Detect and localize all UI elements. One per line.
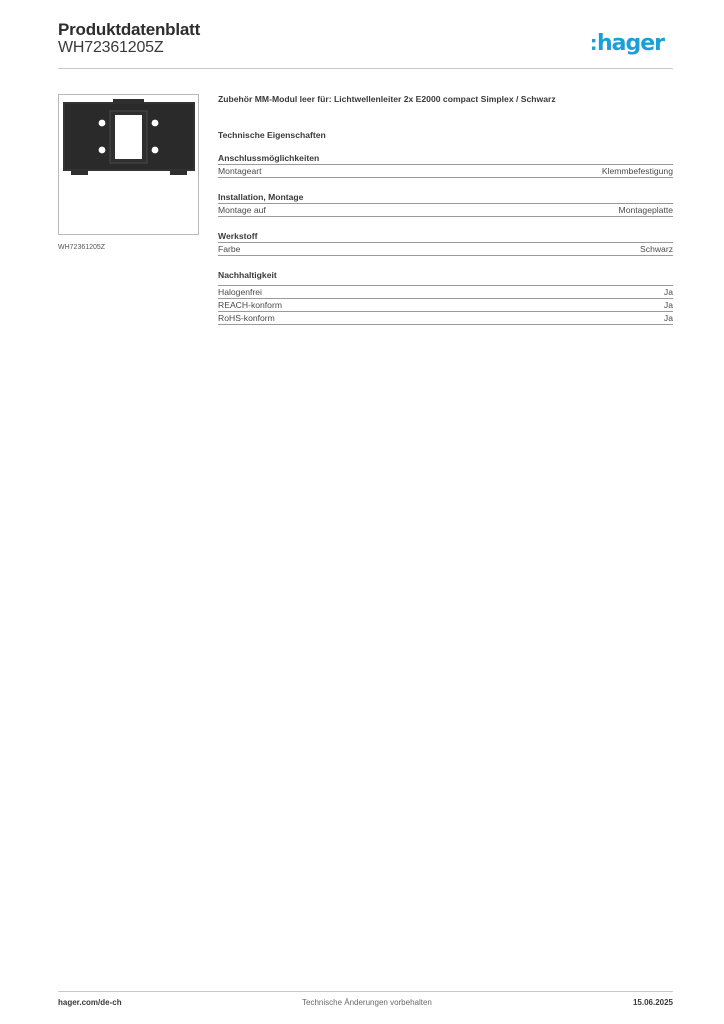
- row-value: Ja: [663, 300, 673, 310]
- image-caption: WH72361205Z: [58, 244, 106, 251]
- section-material: [218, 230, 673, 256]
- product-details: [218, 93, 673, 325]
- row-value: Montageplatte: [618, 205, 673, 215]
- section-title: Installation, Montage: [218, 191, 673, 204]
- section-title: Werkstoff: [218, 230, 673, 243]
- tech-heading: Technische Eigenschaften: [218, 130, 326, 140]
- row-label: RoHS-konform: [218, 313, 275, 323]
- row-label: Halogenfrei: [218, 287, 262, 297]
- table-row: [218, 286, 673, 299]
- article-number: WH72361205Z: [58, 39, 164, 56]
- section-title: Nachhaltigkeit: [218, 270, 277, 280]
- product-image-frame: [58, 94, 199, 235]
- table-row: [218, 299, 673, 312]
- page-title: Produktdatenblatt: [58, 20, 201, 39]
- row-value: Ja: [663, 313, 673, 323]
- section-installation: [218, 191, 673, 217]
- product-module-image: [59, 95, 198, 234]
- product-description: Zubehör MM-Modul leer für: Lichtwellenleiter 2x E2000 compact Simplex / Schwarz: [218, 94, 556, 104]
- table-row: [218, 204, 673, 217]
- table-row: [218, 165, 673, 178]
- section-connection: [218, 152, 673, 178]
- hager-logo: [592, 26, 676, 58]
- row-label: REACH-konform: [218, 300, 282, 310]
- footer-divider: [58, 991, 673, 992]
- sustainability-rows: [218, 285, 673, 325]
- row-label: Montage auf: [218, 205, 266, 215]
- table-row: [218, 312, 673, 325]
- table-row: [218, 243, 673, 256]
- section-sustainability: [218, 269, 673, 325]
- logo-text: hager: [597, 31, 665, 56]
- row-label: Farbe: [218, 244, 241, 254]
- row-value: Ja: [663, 287, 673, 297]
- footer-notice: Technische Änderungen vorbehalten: [302, 998, 432, 1007]
- row-value: Schwarz: [640, 244, 673, 254]
- row-label: Montageart: [218, 166, 262, 176]
- row-value: Klemmbefestigung: [601, 166, 673, 176]
- header-divider: [58, 68, 673, 69]
- footer-website-link[interactable]: hager.com/de-ch: [58, 998, 122, 1007]
- section-title: Anschlussmöglichkeiten: [218, 152, 673, 165]
- footer-date: 15.06.2025: [632, 998, 673, 1007]
